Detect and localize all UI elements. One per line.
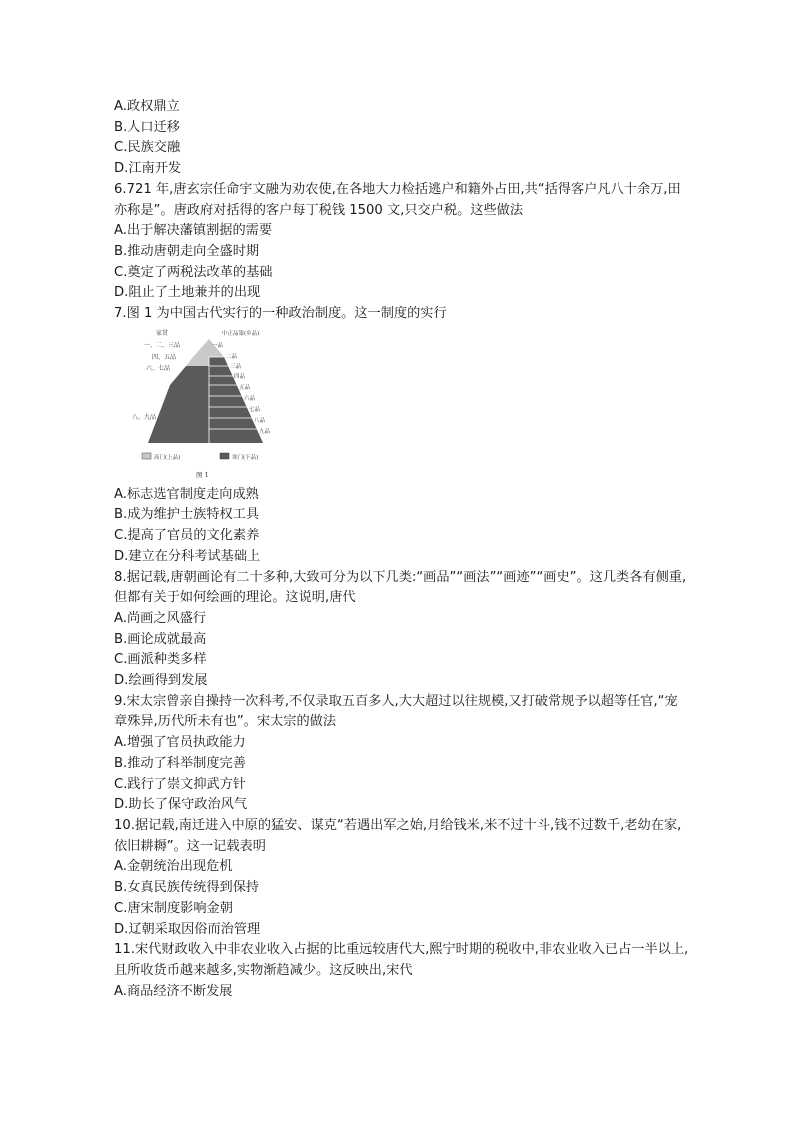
left-label-2: 四、五品	[152, 353, 177, 361]
figure-right-header: 中正品第(乡品)	[222, 330, 260, 337]
q8-option-d: D.绘画得到发展	[114, 673, 208, 689]
q5-option-b: B.人口迁移	[114, 119, 180, 135]
q6-option-b: B.推动唐朝走向全盛时期	[114, 243, 260, 259]
legend-low-swatch	[220, 453, 229, 459]
left-label-3: 六、七品	[146, 364, 171, 372]
figure-1-pyramid	[130, 327, 280, 485]
exam-content	[114, 97, 689, 1002]
q10-stem: 10.据记载,南迁进入中原的猛安、谋克“若遇出军之始,月给钱米,米不过十斗,钱不过数千,老幼在家,依旧耕耨”。这一记载表明	[114, 817, 682, 854]
right-label-4: 四品	[234, 373, 246, 380]
right-label-7: 七品	[249, 406, 261, 413]
legend-high-label: 高门(上品)	[154, 454, 181, 461]
right-label-1: 一品	[212, 342, 224, 349]
q6-option-d: D.阻止了土地兼并的出现	[114, 285, 261, 301]
left-label-1: 一、二、三品	[144, 341, 181, 349]
legend-high-swatch	[142, 453, 151, 459]
q8-option-b: B.画论成就最高	[114, 631, 207, 647]
q6-option-a: A.出于解决藩镇割据的需要	[114, 223, 273, 239]
legend-low-label: 寒门(下品)	[232, 454, 259, 461]
right-label-3: 三品	[230, 363, 242, 370]
q5-option-c: C.民族交融	[114, 140, 181, 156]
q9-option-c: C.践行了崇文抑武方针	[114, 776, 247, 792]
q9-stem: 9.宋太宗曾亲自操持一次科考,不仅录取五百多人,大大超过以往规模,又打破常规予以超等任官,“宠章殊异,历代所未有也”。宋太宗的做法	[114, 693, 678, 730]
q10-option-d: D.辽朝采取因俗而治管理	[114, 921, 261, 937]
q9-option-b: B.推动了科举制度完善	[114, 755, 246, 771]
figure-left-header: 家贯	[156, 329, 169, 337]
q9-option-d: D.助长了保守政治风气	[114, 797, 248, 813]
right-label-8: 八品	[254, 417, 266, 424]
figure-caption: 图 1	[196, 470, 209, 479]
pyramid-low-left-upper	[170, 366, 209, 385]
q7-option-b: B.成为维护士族特权工具	[114, 507, 260, 523]
pyramid-low-left-lower	[148, 385, 209, 443]
q8-stem: 8.据记载,唐朝画论有二十多种,大致可分为以下几类:“画品”“画法”“画迹”“画史”。这几类各有侧重,但都有关于如何绘画的理论。这说明,唐代	[114, 569, 687, 606]
q10-option-c: C.唐宋制度影响金朝	[114, 900, 233, 916]
q7-option-c: C.提高了官员的文化素养	[114, 528, 260, 544]
right-label-5: 五品	[239, 384, 251, 391]
right-label-2: 二品	[226, 353, 238, 360]
q9-option-a: A.增强了官员执政能力	[114, 735, 246, 751]
left-label-4: 八、九品	[132, 413, 157, 421]
right-label-6: 六品	[244, 395, 256, 402]
q7-stem: 7.图 1 为中国古代实行的一种政治制度。这一制度的实行	[114, 306, 447, 322]
q6-stem: 6.721 年,唐玄宗任命宇文融为劝农使,在各地大力检括逃户和籍外占田,共“括得客户凡八十余万,田亦称是”。唐政府对括得的客户每丁税钱 1500 文,只交户税。这些做法	[114, 181, 681, 218]
q8-option-a: A.尚画之风盛行	[114, 610, 207, 626]
q11-option-a: A.商品经济不断发展	[114, 983, 233, 999]
pyramid-high-top	[193, 339, 209, 357]
right-label-9: 九品	[259, 428, 271, 435]
pyramid-diagram	[130, 327, 280, 485]
pyramid-high-mid	[186, 357, 209, 366]
q7-option-d: D.建立在分科考试基础上	[114, 548, 261, 564]
q10-option-a: A.金朝统治出现危机	[114, 859, 233, 875]
q5-option-d: D.江南开发	[114, 161, 182, 177]
q11-stem: 11.宋代财政收入中非农业收入占据的比重远较唐代大,熙宁时期的税收中,非农业收入已占一半以上,且所收货币越来越多,实物渐趋减少。这反映出,宋代	[114, 942, 689, 978]
q6-option-c: C.奠定了两税法改革的基础	[114, 264, 273, 280]
q5-option-a: A.政权鼎立	[114, 99, 180, 114]
q10-option-b: B.女真民族传统得到保持	[114, 880, 260, 896]
q7-option-a: A.标志选官制度走向成熟	[114, 486, 259, 502]
q8-option-c: C.画派种类多样	[114, 652, 207, 668]
